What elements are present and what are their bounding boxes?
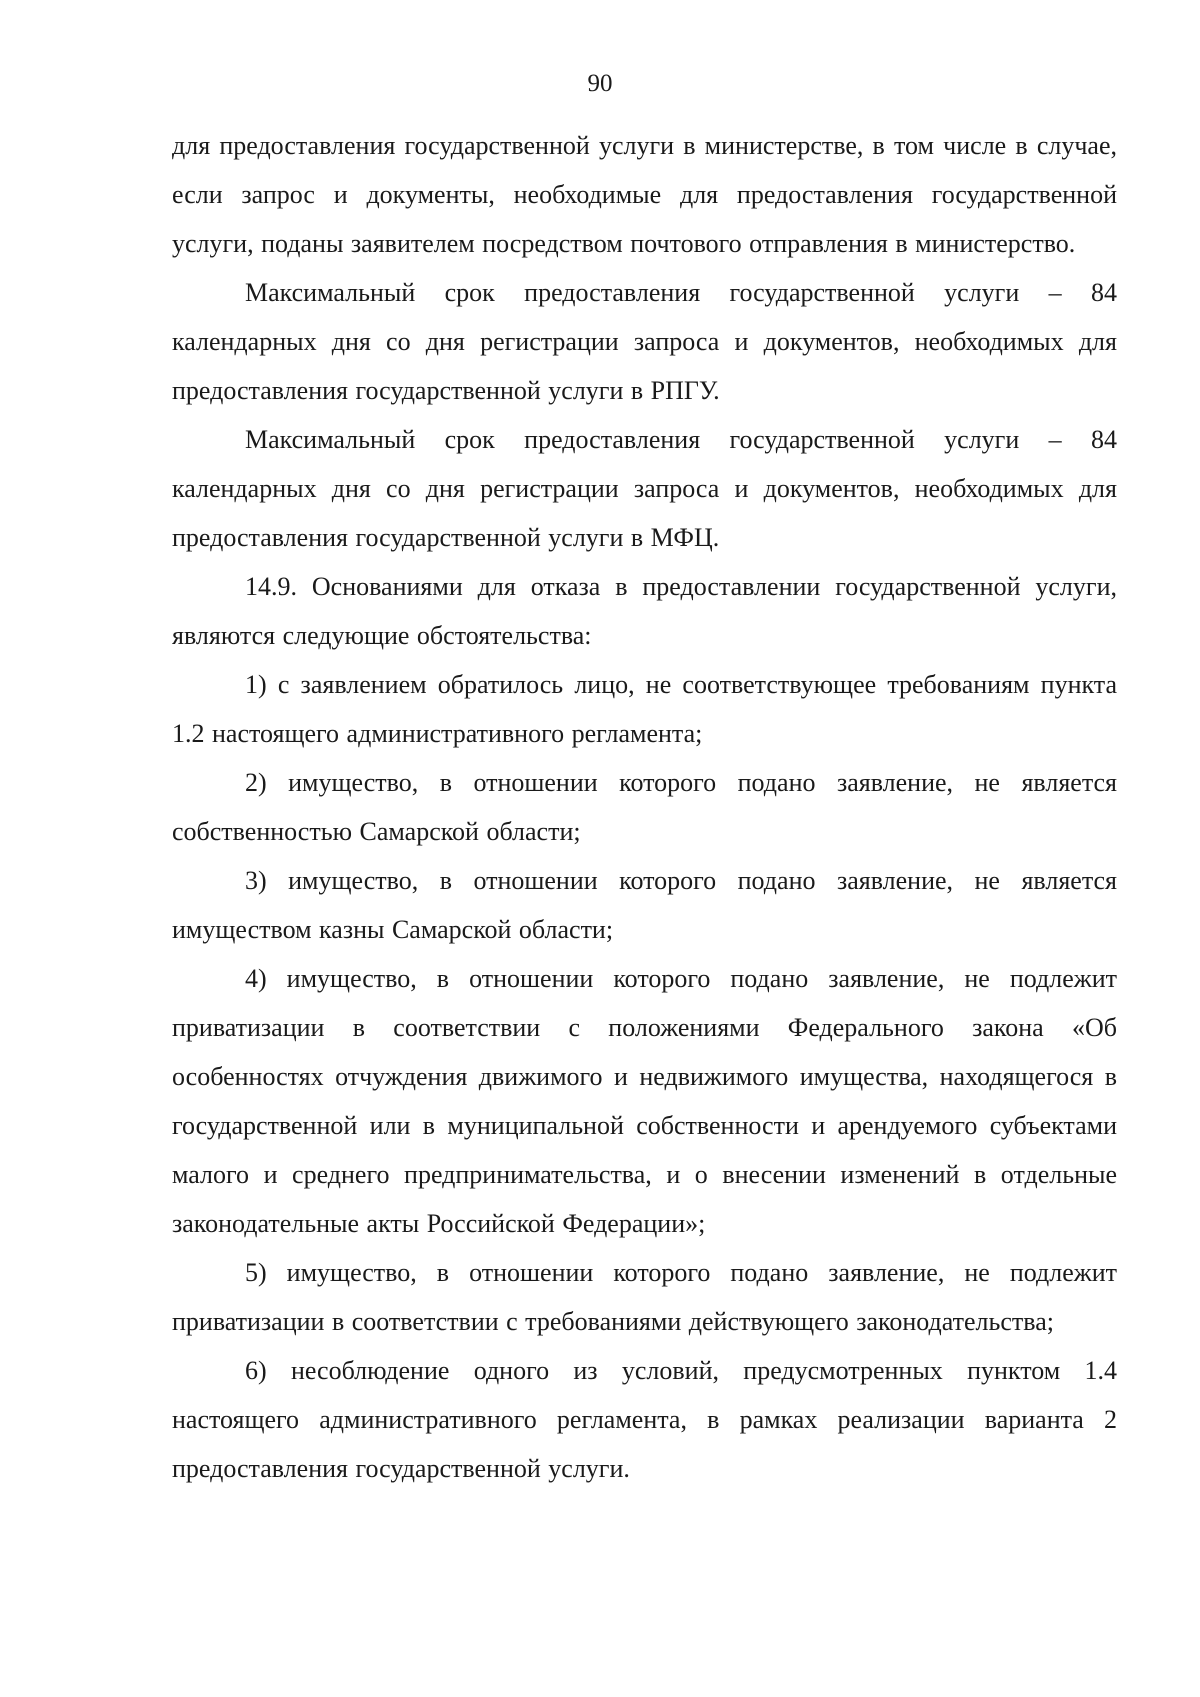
list-item-5: 5) имущество, в отношении которого подано заявление, не подлежит приватизации в соответствии с требованиями действующего законодательства; [172, 1258, 1117, 1336]
list-item-2: 2) имущество, в отношении которого подано заявление, не является собственностью Самарской области; [172, 768, 1117, 846]
document-body [172, 121, 1117, 1493]
list-item-4: 4) имущество, в отношении которого подано заявление, не подлежит приватизации в соответствии с положениями Федерального закона «Об особенностях отчуждения движимого и недвижимого имущества, находящегося в государственной или в муниципальной собственности и арендуемого субъектами малого и среднего предпринимательства, и о внесении изменений в отдельные законодательные акты Российской Федерации»; [172, 964, 1117, 1238]
paragraph-continuation: для предоставления государственной услуги в министерстве, в том числе в случае, если запрос и документы, необходимые для предоставления государственной услуги, поданы заявителем посредством почтового отправления в министерство. [172, 131, 1117, 258]
paragraph-max-term-mfc: Максимальный срок предоставления государственной услуги – 84 календарных дня со дня регистрации запроса и документов, необходимых для предоставления государственной услуги в МФЦ. [172, 425, 1117, 552]
page-number: 90 [587, 70, 613, 97]
list-item-1: 1) с заявлением обратилось лицо, не соответствующее требованиям пункта 1.2 настоящего административного регламента; [172, 670, 1117, 748]
paragraph-max-term-rpgu: Максимальный срок предоставления государственной услуги – 84 календарных дня со дня регистрации запроса и документов, необходимых для предоставления государственной услуги в РПГУ. [172, 278, 1117, 405]
list-item-3: 3) имущество, в отношении которого подано заявление, не является имуществом казны Самарской области; [172, 866, 1117, 944]
paragraph-refusal-grounds: 14.9. Основаниями для отказа в предоставлении государственной услуги, являются следующие обстоятельства: [172, 572, 1117, 650]
list-item-6: 6) несоблюдение одного из условий, предусмотренных пунктом 1.4 настоящего административного регламента, в рамках реализации варианта 2 предоставления государственной услуги. [172, 1356, 1117, 1483]
